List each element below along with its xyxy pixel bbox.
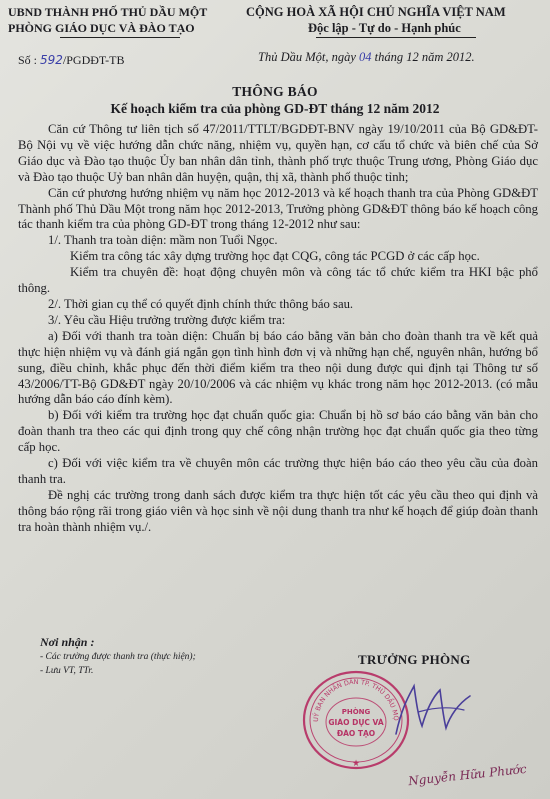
- date-after: tháng 12 năm 2012.: [371, 50, 475, 64]
- seal-center-line-3: ĐÀO TẠO: [336, 729, 376, 738]
- paragraph-legal-basis-2: Căn cứ phương hướng nhiệm vụ năm học 2012-2013 và kế hoạch thanh tra của Phòng GD&ĐT Thành phố Thủ Dầu Một trong năm học 2012-2013, Trưởng phòng GD&ĐT thông báo kế hoạch công tác thanh kiểm tra của phòng GD-ĐT trong tháng 12-2012 như sau:: [18, 185, 538, 232]
- motto-underline: [316, 37, 476, 38]
- paragraph-inspection-cqg: Kiểm tra công tác xây dựng trường học đạt CQG, công tác PCGD ở các cấp học.: [70, 249, 480, 264]
- national-motto: Độc lập - Tự do - Hạnh phúc: [308, 21, 461, 35]
- issuer-underline: [60, 37, 180, 38]
- seal-center-line-2: GIÁO DỤC VÀ: [328, 718, 384, 727]
- reference-suffix: /PGDĐT-TB: [62, 53, 125, 67]
- date-before: Thủ Dầu Một, ngày: [258, 50, 360, 64]
- recipient-item: - Lưu VT, TTr.: [40, 666, 94, 676]
- issuer-header: [8, 4, 238, 38]
- seal-top-text: UỶ BAN NHÂN DÂN TP. THỦ DẦU MỘ: [311, 678, 401, 723]
- date-handwritten-day: 04: [359, 50, 372, 64]
- paragraph-closing: Đề nghị các trường trong danh sách được kiểm tra thực hiện tốt các yêu cầu theo qui định và thông báo rộng rãi trong giáo viên và học sinh về nội dung thanh tra như kế hoạch để giúp đoàn thanh tra hoàn thành nhiệm vụ./.: [18, 487, 538, 534]
- signer-name: Nguyễn Hữu Phước: [407, 761, 528, 789]
- paragraph-item-3a: a) Đối với thanh tra toàn diện: Chuẩn bị báo cáo bằng văn bản cho đoàn thanh tra về kết quả thực hiện nhiệm vụ và đánh giá ngắn gọn tình hình đơn vị và những hạn chế, nguyên nhân, hướng bổ sung, điều chỉnh, khắc phục đến thời điểm kiểm tra theo nội dung được qui định tại Thông tư số 43/2006/TT-Bộ GD&ĐT ngày 20/10/2006 và các nhiệm vụ khác trong năm học 2012-2013. (có mẫu hướng dẫn báo cáo đính kèm).: [18, 328, 538, 407]
- recipient-item: - Các trường được thanh tra (thực hiện);: [40, 652, 196, 662]
- document-body: [18, 122, 538, 536]
- issuer-authority: UBND THÀNH PHỐ THỦ DẦU MỘT: [8, 5, 208, 19]
- handwritten-signature: [388, 676, 478, 746]
- reference-handwritten-number: 592: [40, 53, 63, 67]
- paragraph-item-3b: b) Đối với kiểm tra trường học đạt chuẩn quốc gia: Chuẩn bị hồ sơ báo cáo bằng văn bản cho đoàn thanh tra theo các qui định trong quy chế công nhận trường học đạt chuẩn quốc gia theo từng cấp học.: [18, 408, 538, 455]
- recipients-heading: Nơi nhận :: [40, 635, 95, 649]
- paragraph-item-3: 3/. Yêu cầu Hiệu trưởng trường được kiểm tra:: [48, 312, 286, 327]
- reference-number: [18, 53, 125, 68]
- svg-text:★: ★: [351, 759, 361, 769]
- issuer-department: PHÒNG GIÁO DỤC VÀ ĐÀO TẠO: [8, 21, 195, 35]
- seal-center-line-1: PHÒNG: [341, 708, 371, 716]
- paragraph-item-3c: c) Đối với việc kiểm tra về chuyên môn các trường thực hiện báo cáo theo yêu cầu của đoàn thanh tra.: [18, 456, 538, 486]
- paragraph-item-2: 2/. Thời gian cụ thể có quyết định chính thức thông báo sau.: [48, 296, 354, 311]
- paragraph-item-1: 1/. Thanh tra toàn diện: mầm non Tuổi Ngọc.: [48, 233, 278, 248]
- place-and-date: [258, 50, 475, 65]
- national-header: [246, 4, 546, 38]
- signatory-title: TRƯỞNG PHÒNG: [358, 652, 471, 667]
- reference-prefix: Số :: [18, 53, 41, 67]
- paragraph-legal-basis-1: Căn cứ Thông tư liên tịch số 47/2011/TTLT/BGDĐT-BNV ngày 19/10/2011 của Bộ GD&ĐT-Bộ Nội vụ về việc hướng dẫn chức năng, nhiệm vụ, quyền hạn, cơ cấu tổ chức và biên chế của Sở Giáo dục và Đào tạo thuộc Ủy ban nhân dân tỉnh, thành phố trực thuộc Trung ương, Phòng Giáo dục và Đào tạo thuộc Uỷ ban nhân dân huyện, quận, thị xã, thành phố thuộc tỉnh;: [18, 122, 538, 184]
- national-title: CỘNG HOÀ XÃ HỘI CHỦ NGHĨA VIỆT NAM: [246, 5, 506, 19]
- paragraph-thematic-inspection: Kiểm tra chuyên đề: hoạt động chuyên môn và công tác tổ chức kiểm tra HKI bậc phổ thông.: [18, 265, 538, 296]
- document-title: THÔNG BÁO: [232, 84, 318, 99]
- document-subtitle: Kế hoạch kiểm tra của phòng GD-ĐT tháng 12 năm 2012: [110, 101, 440, 116]
